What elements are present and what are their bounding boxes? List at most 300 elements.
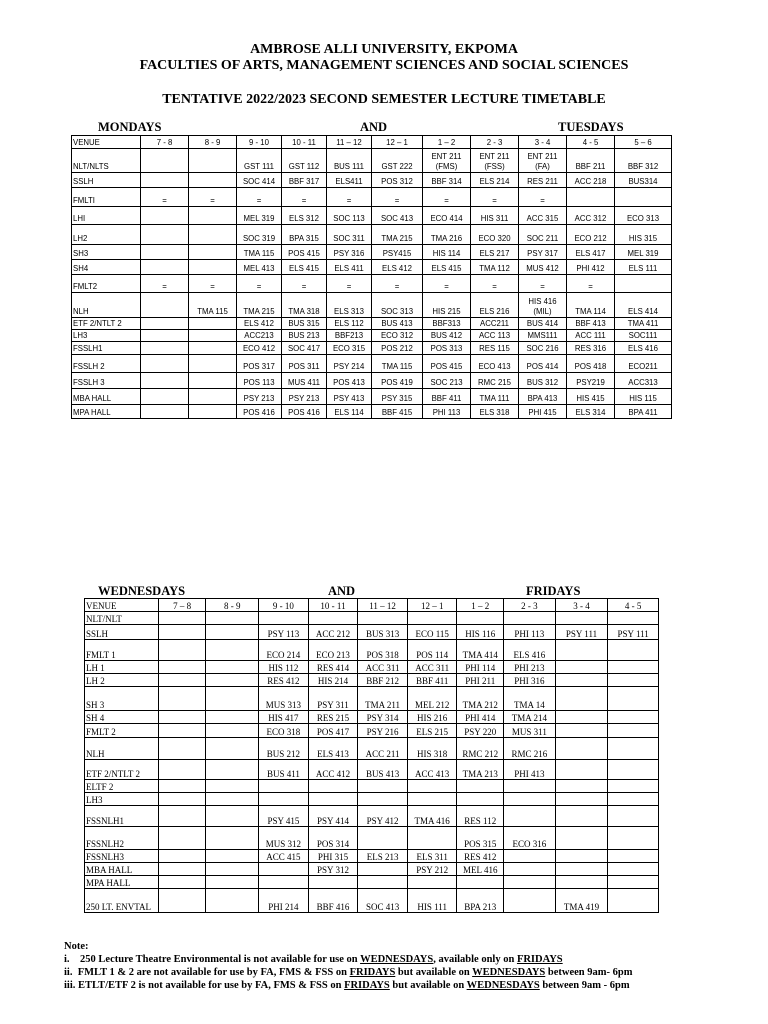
table-row [85,674,659,687]
course-cell [141,207,189,225]
course-cell [206,724,259,738]
note-text: between 9am - 6pm [539,980,630,991]
university-name: AMBROSE ALLI UNIVERSITY, EKPOMA [250,42,518,57]
course-cell: GST 111 [237,149,282,173]
course-cell [259,780,309,793]
course-cell: ACC 412 [308,760,358,780]
course-cell: TMA 14 [504,687,556,711]
course-cell [407,876,457,889]
course-cell: BBF313 [423,318,471,330]
course-cell [206,827,259,850]
time-slot-header: 12 – 1 [372,136,423,149]
course-cell: BUS 212 [259,738,309,760]
course-cell: BBF 411 [423,389,471,405]
course-cell: BUS 312 [519,373,567,389]
course-cell: BBF 317 [282,173,327,188]
course-cell [206,760,259,780]
time-slot-header: 2 - 3 [504,599,556,612]
course-cell [358,780,408,793]
course-cell [189,405,237,419]
course-cell [141,373,189,389]
course-cell: SOC 414 [237,173,282,188]
table-row [72,342,672,355]
course-cell: ELS 414 [615,293,672,318]
note-text: , available only on [433,954,517,965]
course-cell: PSY415 [372,245,423,260]
course-cell [158,863,206,876]
course-cell [407,780,457,793]
venue-cell: ETF 2/NTLT 2 [72,318,141,330]
note-item-1 [64,953,764,966]
venue-cell: LH2 [72,225,141,245]
course-cell: ACC 311 [358,661,408,674]
course-cell [189,173,237,188]
course-cell: POS 312 [372,173,423,188]
venue-cell: NLH [85,738,159,760]
course-cell: = [423,188,471,207]
course-cell [608,780,659,793]
course-cell: PSY 414 [308,806,358,827]
table-row [72,318,672,330]
venue-cell: LH3 [85,793,159,806]
course-cell [358,876,408,889]
course-cell: HIS 111 [407,889,457,913]
course-cell [206,863,259,876]
course-cell [158,793,206,806]
course-cell [158,850,206,863]
course-cell: ELS 214 [471,173,519,188]
course-cell: TMA 115 [237,245,282,260]
course-cell [358,827,408,850]
table-row [72,405,672,419]
time-slot-header: 11 – 12 [327,136,372,149]
course-cell: ECO 212 [567,225,615,245]
course-cell: BBF 416 [308,889,358,913]
time-slot-header: 12 – 1 [407,599,457,612]
venue-cell: FSSNLH3 [85,850,159,863]
time-slot-header: 8 - 9 [189,136,237,149]
course-cell: TMA 115 [189,293,237,318]
course-cell [567,188,615,207]
course-cell: POS 415 [282,245,327,260]
course-cell: POS 415 [423,355,471,373]
course-cell: PSY 212 [407,863,457,876]
course-cell [206,780,259,793]
course-cell: ELS 417 [567,245,615,260]
venue-cell: LH3 [72,330,141,342]
time-slot-header: 1 – 2 [457,599,504,612]
course-cell: = [189,188,237,207]
course-cell: SOC 413 [358,889,408,913]
course-cell: POS 313 [423,342,471,355]
course-cell [308,876,358,889]
course-cell [259,863,309,876]
course-cell: ACC 311 [407,661,457,674]
table-row [85,724,659,738]
course-cell: PHI 414 [457,711,504,724]
course-cell: PSY 213 [237,389,282,405]
course-cell: RMC 212 [457,738,504,760]
course-cell [555,760,608,780]
course-cell: = [327,188,372,207]
note-item-3 [64,979,764,992]
course-cell: PSY219 [567,373,615,389]
table-row [72,293,672,318]
time-slot-header: 4 - 5 [608,599,659,612]
course-cell: TMA 416 [407,806,457,827]
table-row [72,275,672,293]
venue-cell: LH 2 [85,674,159,687]
course-cell: RES 112 [457,806,504,827]
note-item-2 [64,966,764,979]
course-cell [189,245,237,260]
course-cell [141,318,189,330]
course-cell: SOC 313 [372,293,423,318]
course-cell: MEL 319 [615,245,672,260]
course-cell: SOC 211 [519,225,567,245]
course-cell [206,661,259,674]
faculties-title: FACULTIES OF ARTS, MANAGEMENT SCIENCES AND SOCIAL SCIENCES [139,58,629,73]
course-cell: TMA 115 [372,355,423,373]
venue-cell: FSSLH1 [72,342,141,355]
course-cell: ECO 213 [308,640,358,661]
course-cell: ECO211 [615,355,672,373]
note-emphasis: FRIDAYS [516,954,563,965]
course-cell: PSY 315 [372,389,423,405]
course-cell: ELS 215 [407,724,457,738]
course-cell: POS 317 [237,355,282,373]
course-cell [206,738,259,760]
course-cell: POS 416 [282,405,327,419]
course-cell: HIS 215 [423,293,471,318]
venue-header: VENUE [85,599,159,612]
course-cell: HIS 318 [407,738,457,760]
course-cell: PSY 213 [282,389,327,405]
course-cell: ELS 415 [423,260,471,275]
course-cell: ELS 413 [308,738,358,760]
course-cell: ACC 111 [567,330,615,342]
venue-cell: ETF 2/NTLT 2 [85,760,159,780]
course-cell: = [282,188,327,207]
course-cell: HIS 311 [471,207,519,225]
course-cell [555,724,608,738]
course-cell: TMA 112 [471,260,519,275]
course-cell [608,661,659,674]
course-cell [608,876,659,889]
course-cell: ELS 213 [358,850,408,863]
course-cell: MEL 416 [457,863,504,876]
note-emphasis: FRIDAYS [344,980,390,991]
course-cell: BBF 413 [567,318,615,330]
course-cell: ACC 211 [358,738,408,760]
course-cell [555,850,608,863]
course-cell: ACC313 [615,373,672,389]
course-cell [457,780,504,793]
venue-cell: FMLT 2 [85,724,159,738]
course-cell: TMA 211 [358,687,408,711]
course-cell: ELS 411 [327,260,372,275]
course-cell: MUS 412 [519,260,567,275]
course-cell [141,245,189,260]
course-cell [158,780,206,793]
course-cell [608,640,659,661]
course-cell [141,225,189,245]
table-row [72,207,672,225]
course-cell [358,793,408,806]
course-cell: TMA 414 [457,640,504,661]
course-cell [608,889,659,913]
course-cell: RES 211 [519,173,567,188]
time-slot-header: 9 - 10 [259,599,309,612]
course-cell: HIS 116 [457,625,504,640]
note-number: i. [64,954,70,965]
course-cell [457,876,504,889]
table-row [85,863,659,876]
course-cell [158,806,206,827]
course-cell [189,389,237,405]
course-cell [189,207,237,225]
note-text: FMLT 1 & 2 are not available for use by FA, FMS & FSS on [77,967,350,978]
venue-cell: SH 4 [85,711,159,724]
course-cell [358,863,408,876]
course-cell: MUS 411 [282,373,327,389]
course-cell [457,612,504,625]
course-cell: = [372,188,423,207]
course-cell [608,850,659,863]
course-cell: BUS 411 [259,760,309,780]
course-cell [555,661,608,674]
note-text: but available on [395,967,473,978]
course-cell [608,612,659,625]
course-cell: POS 418 [567,355,615,373]
course-cell [206,711,259,724]
course-cell [555,806,608,827]
course-cell: ELS 313 [327,293,372,318]
time-slot-header: 5 – 6 [615,136,672,149]
course-cell [608,674,659,687]
course-cell: ENT 211 (FA) [519,149,567,173]
table-row [85,640,659,661]
course-cell: BUS 413 [358,760,408,780]
course-cell: PHI 211 [457,674,504,687]
course-cell: MMS111 [519,330,567,342]
course-cell: RMC 215 [471,373,519,389]
course-cell: ECO 414 [423,207,471,225]
venue-cell: FSSNLH1 [85,806,159,827]
course-cell: BPA 413 [519,389,567,405]
course-cell: BUS 213 [282,330,327,342]
table-row [85,661,659,674]
time-slot-header: 2 - 3 [471,136,519,149]
course-cell [206,806,259,827]
venue-cell: ELTF 2 [85,780,159,793]
course-cell: BPA 213 [457,889,504,913]
course-cell [141,389,189,405]
course-cell: ELS 312 [282,207,327,225]
course-cell: PSY 316 [327,245,372,260]
table-row [85,876,659,889]
course-cell: TMA 212 [457,687,504,711]
course-cell [158,876,206,889]
course-cell: PSY 312 [308,863,358,876]
course-cell: ACC 415 [259,850,309,863]
course-cell [158,724,206,738]
course-cell [158,687,206,711]
course-cell: PHI 113 [423,405,471,419]
course-cell [555,687,608,711]
course-cell [158,661,206,674]
course-cell: MUS 313 [259,687,309,711]
course-cell: POS 315 [457,827,504,850]
course-cell: POS 318 [358,640,408,661]
course-cell: PHI 415 [519,405,567,419]
course-cell: ACC 413 [407,760,457,780]
course-cell [308,780,358,793]
course-cell: ECO 320 [471,225,519,245]
course-cell [555,793,608,806]
table-row [85,738,659,760]
course-cell [407,793,457,806]
course-cell: POS 416 [237,405,282,419]
venue-cell: FMLT2 [72,275,141,293]
note-text: 250 Lecture Theatre Environmental is not available for use on [80,954,361,965]
course-cell [206,625,259,640]
course-cell: ELS 412 [237,318,282,330]
course-cell: ELS 416 [615,342,672,355]
venue-cell: SH3 [72,245,141,260]
course-cell: MEL 413 [237,260,282,275]
table-row [85,827,659,850]
course-cell [555,711,608,724]
time-slot-header: 10 - 11 [308,599,358,612]
venue-cell: 250 LT. ENVTAL [85,889,159,913]
course-cell: RES 316 [567,342,615,355]
course-cell [206,850,259,863]
course-cell [555,738,608,760]
venue-cell: NLT/NLT [85,612,159,625]
course-cell: TMA 114 [567,293,615,318]
table-row [72,245,672,260]
course-cell: SOC111 [615,330,672,342]
course-cell: RES 412 [457,850,504,863]
course-cell: PHI 113 [504,625,556,640]
course-cell [189,260,237,275]
course-cell: BBF 411 [407,674,457,687]
course-cell: PHI 114 [457,661,504,674]
course-cell: ELS 318 [471,405,519,419]
time-slot-header: 4 - 5 [567,136,615,149]
course-cell: BUS314 [615,173,672,188]
course-cell: GST 222 [372,149,423,173]
course-cell [158,827,206,850]
course-cell [608,863,659,876]
time-slot-header: 3 - 4 [555,599,608,612]
time-slot-header: 7 - 8 [141,136,189,149]
course-cell: PSY 111 [555,625,608,640]
course-cell: PHI 412 [567,260,615,275]
course-cell: PHI 214 [259,889,309,913]
table-row [85,889,659,913]
table-row [72,260,672,275]
course-cell: ELS 216 [471,293,519,318]
course-cell [206,793,259,806]
course-cell: BUS 315 [282,318,327,330]
course-cell: POS 417 [308,724,358,738]
course-cell: = [237,188,282,207]
course-cell: POS 314 [308,827,358,850]
course-cell: ELS 416 [504,640,556,661]
course-cell: PSY 413 [327,389,372,405]
day-label-tuesdays: TUESDAYS [558,120,624,134]
course-cell [608,827,659,850]
course-cell [141,355,189,373]
course-cell: TMA 213 [457,760,504,780]
day-label-mondays: MONDAYS [98,120,162,134]
table-row [72,188,672,207]
course-cell: = [471,275,519,293]
course-cell: ECO 115 [407,625,457,640]
course-cell: TMA 419 [555,889,608,913]
course-cell: POS 113 [237,373,282,389]
course-cell: HIS 417 [259,711,309,724]
course-cell [308,793,358,806]
day-label-and-2: AND [328,584,356,598]
course-cell: ECO 412 [237,342,282,355]
course-cell [189,342,237,355]
venue-cell: FSSLH 2 [72,355,141,373]
note-emphasis: FRIDAYS [349,967,396,978]
course-cell [141,293,189,318]
course-cell: ELS411 [327,173,372,188]
course-cell [259,876,309,889]
course-cell [158,640,206,661]
note-number: iii. [64,980,76,991]
course-cell: RES 414 [308,661,358,674]
course-cell: RES 115 [471,342,519,355]
timetable-title: TENTATIVE 2022/2023 SECOND SEMESTER LECTURE TIMETABLE [162,92,606,107]
venue-cell: SSLH [85,625,159,640]
course-cell: ELS 311 [407,850,457,863]
venue-cell: FSSLH 3 [72,373,141,389]
course-cell: TMA 214 [504,711,556,724]
course-cell: PSY 111 [608,625,659,640]
course-cell: HIS 214 [308,674,358,687]
course-cell: ACC 113 [471,330,519,342]
course-cell: SOC 417 [282,342,327,355]
notes-heading: Note: [64,941,89,952]
course-cell: ACC213 [237,330,282,342]
course-cell [555,612,608,625]
course-cell: PHI 413 [504,760,556,780]
note-number: ii. [64,967,73,978]
day-label-wednesdays: WEDNESDAYS [98,584,186,598]
table-row [85,625,659,640]
course-cell: POS 212 [372,342,423,355]
time-slot-header: 9 - 10 [237,136,282,149]
course-cell: ELS 114 [327,405,372,419]
venue-cell: SSLH [72,173,141,188]
course-cell [555,780,608,793]
course-cell: ECO 413 [471,355,519,373]
course-cell [141,260,189,275]
table-row [85,793,659,806]
course-cell: POS 311 [282,355,327,373]
course-cell: POS 419 [372,373,423,389]
course-cell: ECO 316 [504,827,556,850]
table-row [72,355,672,373]
table-row [72,149,672,173]
table-row [85,760,659,780]
